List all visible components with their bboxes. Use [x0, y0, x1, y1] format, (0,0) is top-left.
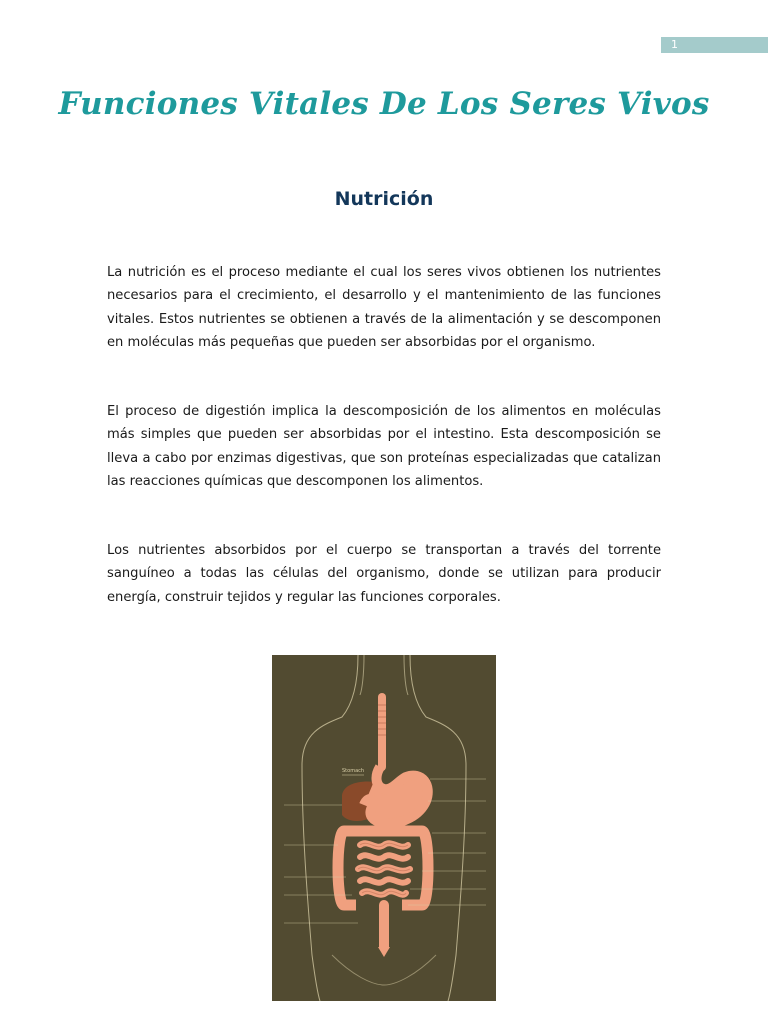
paragraph-3: Los nutrientes absorbidos por el cuerpo se transportan a través del torrente sanguíneo a todas las células del organismo, donde se utilizan para producir energía, construir tejidos y regular las funciones corporales.	[107, 543, 661, 605]
paragraph-2: El proceso de digestión implica la descomposición de los alimentos en moléculas más simples que pueden ser absorbidas por el intestino. Esta descomposición se lleva a cabo por enzimas digestivas, que son proteínas especializadas que catalizan las reacciones químicas que descomponen los alimentos.	[107, 404, 661, 489]
section-heading: Nutrición	[334, 188, 434, 210]
stomach	[364, 767, 428, 823]
neck-outline-left	[360, 655, 364, 695]
digestive-system-illustration	[272, 655, 496, 1001]
page-number: 1	[671, 38, 678, 51]
paragraph-1: La nutrición es el proceso mediante el cual los seres vivos obtienen los nutrientes necesarios para el crecimiento, el desarrollo y el mantenimiento de las funciones vitales. Estos nutrientes se obtienen a través de la alimentación y se descomponen en moléculas más pequeñas que pueden ser absorbidas por el organismo.	[107, 265, 661, 350]
digestive-system-drawing	[272, 655, 496, 1001]
neck-outline-right	[404, 655, 408, 695]
anus	[378, 947, 390, 957]
stomach-label: Stomach	[342, 768, 365, 774]
page-title: Funciones Vitales De Los Seres Vivos	[58, 86, 710, 122]
hip-outline	[332, 955, 436, 985]
small-intestine	[358, 843, 410, 894]
page-number-bar	[661, 37, 768, 53]
